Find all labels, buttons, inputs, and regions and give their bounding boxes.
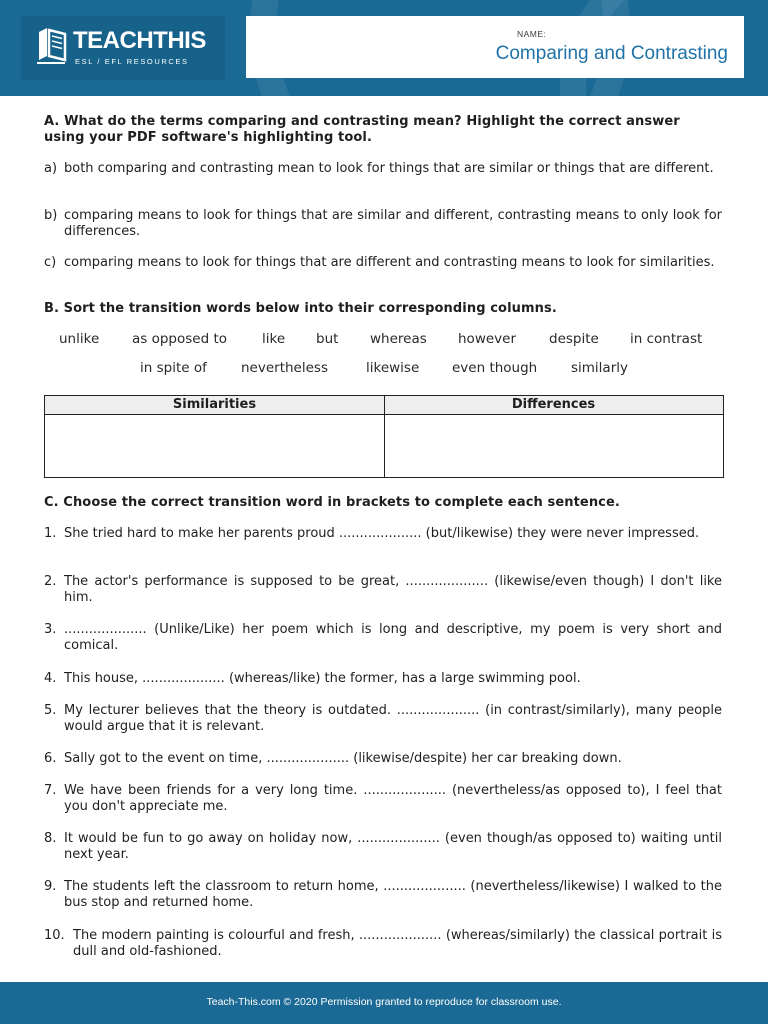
transition-word: but [316, 331, 339, 347]
section-b-heading: B. Sort the transition words below into their corresponding columns. [44, 301, 557, 316]
sentence-text: It would be fun to go away on holiday now, .................... (even though/as opposed to) waiting until next year. [64, 831, 722, 862]
sentence-number: 1. [44, 526, 57, 541]
sentence-number: 6. [44, 751, 57, 766]
sentence-item[interactable] [44, 751, 722, 767]
transition-word: whereas [370, 331, 427, 347]
sentence-number: 9. [44, 879, 57, 894]
footer-band [0, 982, 768, 1024]
sentence-number: 5. [44, 703, 57, 718]
sentence-item[interactable] [44, 783, 722, 815]
transition-word: as opposed to [132, 331, 228, 347]
differences-header: Differences [511, 397, 596, 412]
section-c-heading: C. Choose the correct transition word in brackets to complete each sentence. [44, 495, 620, 510]
sentence-number: 3. [44, 622, 57, 637]
section-a-heading: A. What do the terms comparing and contrasting mean? Highlight the correct answer using your PDF software's highlighting tool. [44, 114, 680, 145]
sentence-text: The actor's performance is supposed to be great, .................... (likewise/even though) I don't like him. [64, 574, 722, 605]
sentence-number: 4. [44, 671, 57, 686]
transition-word: despite [549, 331, 599, 347]
sentence-number: 2. [44, 574, 57, 589]
option-c[interactable] [44, 255, 722, 271]
transition-word: likewise [366, 360, 420, 376]
sentence-text: We have been friends for a very long time. .................... (nevertheless/as opposed to), I feel that you don't appreciate me. [64, 783, 722, 814]
book-icon [35, 26, 69, 66]
transition-word: even though [452, 360, 538, 376]
option-text: comparing means to look for things that are similar and different, contrasting means to only look for differences. [64, 208, 722, 239]
sentence-item[interactable] [44, 526, 722, 542]
logo-subtitle: ESL / EFL RESOURCES [75, 57, 189, 66]
sentence-item[interactable] [44, 831, 722, 863]
sentence-item[interactable] [44, 879, 722, 911]
sentence-text: My lecturer believes that the theory is outdated. .................... (in contrast/similarly), many people would argue that it is relevant. [64, 703, 722, 734]
option-text: both comparing and contrasting mean to look for things that are similar or things that are different. [64, 161, 714, 176]
copyright-notice: Teach-This.com © 2020 Permission granted to reproduce for classroom use. [206, 996, 562, 1008]
sentence-item[interactable] [44, 622, 722, 654]
option-label: b) [44, 208, 58, 223]
sentence-item[interactable] [44, 928, 722, 960]
sentence-item[interactable] [44, 703, 722, 735]
option-a[interactable] [44, 161, 722, 177]
transition-word: similarly [571, 360, 628, 376]
sentence-text: The modern painting is colourful and fresh, .................... (whereas/similarly) the classical portrait is dull and old-fashioned. [73, 928, 722, 959]
similarities-header: Similarities [172, 397, 257, 412]
transition-word: nevertheless [241, 360, 328, 376]
option-label: c) [44, 255, 57, 270]
sentence-text: .................... (Unlike/Like) her poem which is long and descriptive, my poem is very short and comical. [64, 622, 722, 653]
sentence-item[interactable] [44, 574, 722, 606]
header-band [0, 0, 768, 96]
transition-word: unlike [59, 331, 100, 347]
sorting-table [44, 395, 724, 478]
sentence-number: 8. [44, 831, 57, 846]
name-label: NAME: [517, 29, 547, 39]
transition-word: however [458, 331, 517, 347]
option-text: comparing means to look for things that are different and contrasting means to look for similarities. [64, 255, 715, 270]
teachthis-logo [21, 16, 225, 80]
option-b[interactable] [44, 208, 722, 240]
sentence-text: Sally got to the event on time, .................... (likewise/despite) her car breaking down. [64, 751, 622, 766]
sentence-number: 10. [44, 928, 65, 943]
sentence-text: This house, .................... (whereas/like) the former, has a large swimming pool. [64, 671, 581, 686]
option-label: a) [44, 161, 58, 176]
sentence-text: She tried hard to make her parents proud .................... (but/likewise) they were never impressed. [64, 526, 700, 541]
sentence-item[interactable] [44, 671, 722, 687]
sentence-text: The students left the classroom to return home, .................... (nevertheless/likewise) I walked to the bus stop and returned home. [64, 879, 722, 910]
logo-title: TEACHTHIS [73, 27, 206, 54]
sentence-number: 7. [44, 783, 57, 798]
worksheet-title: Comparing and Contrasting [495, 43, 728, 64]
transition-word: in spite of [140, 360, 207, 376]
transition-word: like [262, 331, 286, 347]
transition-word: in contrast [630, 331, 703, 347]
